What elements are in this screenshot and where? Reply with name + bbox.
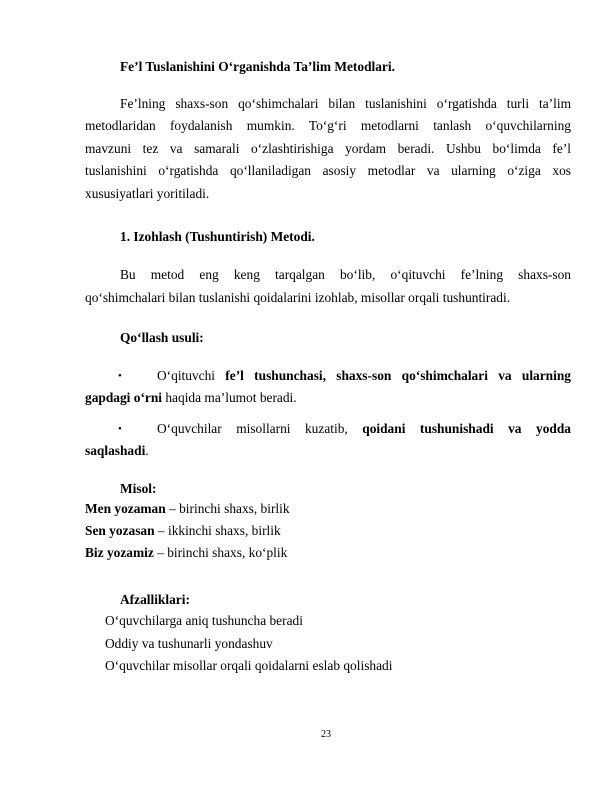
advantages-title: Afzalliklari:	[120, 592, 190, 607]
bullet-text: O‘qituvchi	[157, 368, 226, 383]
bullet-text: O‘quvchilar misollarni kuzatib,	[157, 421, 363, 436]
example-word: Biz yozamiz	[85, 545, 154, 560]
section-line: qo‘shimchalari bilan tuslanishi qoidalarini izohlab, misollar orqali tushuntiradi.	[85, 290, 511, 305]
example-word: Sen yozasan	[85, 523, 155, 538]
example-item	[85, 499, 290, 519]
section-line: Bu metod eng keng tarqalgan bo‘lib, o‘qituvchi fe’lning shaxs-son	[120, 267, 571, 282]
bullet-item	[85, 365, 571, 410]
page-title: Fe’l Tuslanishini O‘rganishda Ta’lim Metodlari.	[120, 59, 395, 74]
bullet-bold-text: qoidani tushunishadi va yodda saqlashadi	[85, 421, 571, 459]
bullet-dot-icon: •	[118, 370, 122, 382]
usage-title: Qo‘llash usuli:	[120, 330, 204, 345]
bullet-text: .	[145, 443, 149, 459]
intro-line: metodlaridan foydalanish mumkin. To‘g‘ri metodlarni tanlash o‘quvchilarning	[85, 118, 571, 133]
intro-line: xususiyatlari yoritiladi.	[85, 186, 210, 201]
example-word: Men yozaman	[85, 501, 166, 516]
page-number: 23	[321, 729, 331, 740]
bullet-item	[85, 418, 571, 463]
example-item	[85, 521, 281, 541]
example-desc: – birinchi shaxs, birlik	[165, 501, 290, 516]
advantage-item: O‘quvchilarga aniq tushuncha beradi	[105, 613, 303, 628]
bullet-text: haqida ma’lumot beradi.	[162, 390, 297, 406]
example-desc: – birinchi shaxs, ko‘plik	[153, 545, 288, 560]
intro-line: Fe’lning shaxs-son qo‘shimchalari bilan tuslanishini o‘rgatishda turli ta’lim	[120, 96, 571, 111]
example-desc: – ikkinchi shaxs, birlik	[154, 523, 281, 538]
advantage-item: Oddiy va tushunarli yondashuv	[105, 636, 273, 651]
intro-line: tuslanishini o‘rgatishda qo‘llaniladigan asosiy metodlar va ularning o‘ziga xos	[85, 163, 571, 178]
example-item	[85, 543, 287, 563]
bullet-bold-text: fe’l tushunchasi, shaxs-son qo‘shimchalari va ularning gapdagi o‘rni	[85, 368, 571, 406]
bullet-dot-icon: •	[118, 423, 122, 435]
intro-line: mavzuni tez va samarali o‘zlashtirishiga yordam beradi. Ushbu bo‘limda fe’l	[85, 141, 571, 156]
example-title: Misol:	[120, 481, 157, 496]
advantage-item: O‘quvchilar misollar orqali qoidalarni eslab qolishadi	[105, 658, 393, 673]
section-title: 1. Izohlash (Tushuntirish) Metodi.	[120, 229, 315, 244]
